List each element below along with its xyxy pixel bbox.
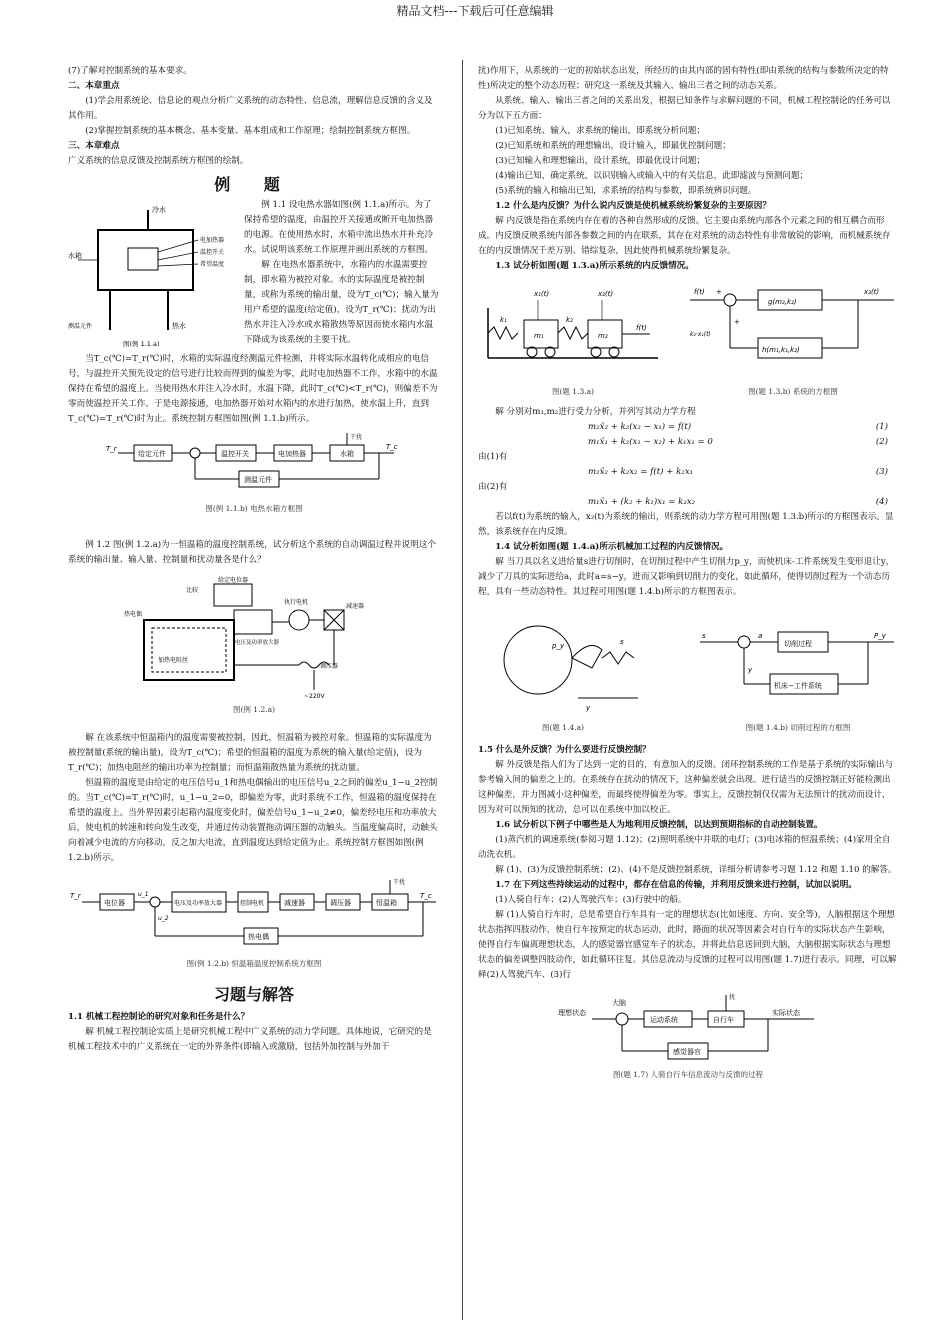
figure-1-4-a bbox=[478, 618, 648, 735]
figure-caption: 图(题 1.3.b) 系统的方框图 bbox=[748, 387, 838, 396]
disturbance-label: 干扰 bbox=[350, 434, 363, 441]
figure-1-3-a bbox=[478, 278, 668, 399]
figure-1-1-b-block-diagram bbox=[104, 429, 404, 499]
equation-number: (1) bbox=[875, 422, 888, 432]
m1-label: m₁ bbox=[534, 332, 544, 340]
label-sensor: 测温元件 bbox=[68, 323, 93, 330]
label-reducer: 减速器 bbox=[346, 603, 365, 610]
paragraph: 从系统、输入、输出三者之间的关系出发，根据已知条件与求解问题的不同，机械工程控制论的任务可以分为以下五方面： bbox=[478, 96, 891, 121]
plus-sign: + bbox=[734, 318, 740, 326]
section-heading: 二、本章重点 bbox=[68, 81, 120, 91]
block-tank: 水箱 bbox=[340, 450, 354, 458]
paragraph: 恒温箱的温度是由给定的电压信号u_1和热电偶输出的电压信号u_2之间的偏差u_1−u_2控制的。当T_c(℃)=T_r(℃)时，u_1−u_2=0，即偏差为零，此时系统不工作，恒温箱的温度保持在希望的温度上。当外界因素引起箱内温度变化时，偏差信号u_1−u_2≠0，偏差经电压和功率放大后，使电机的转速和转向发生改变，并通过传动装置拖动调压器的动触头。当温度偏高时，动触头向着减少电流的方向移动，反之加大电流，直到温度达到给定值为止。系统控制方框图如图(例 1.2.b)所示。 bbox=[68, 778, 438, 863]
y-label: y bbox=[748, 666, 753, 674]
k2-label: k₂ bbox=[566, 316, 573, 324]
block-cutting: 切削过程 bbox=[784, 640, 812, 648]
label-220v: ~220V bbox=[304, 693, 325, 700]
paragraph: (1)人骑自行车；(2)人驾驶汽车；(3)行驶中的船。 bbox=[495, 895, 687, 905]
equation-text: m₂ẍ₂ + k₂(x₂ − x₁) = f(t) bbox=[588, 422, 692, 432]
output-label: T_c bbox=[420, 892, 432, 900]
paragraph: (1)学会用系统论、信息论的观点分析广义系统的动态特性、信息流，理解信息反馈的含义及其作用。 bbox=[68, 96, 433, 121]
u1-label: u_1 bbox=[138, 891, 149, 898]
input-label: T_r bbox=[106, 445, 117, 453]
paragraph: 若以f(t)为系统的输入，x₂(t)为系统的输出，则系统的动力学方程可用图(题 1.3.b)所示的方框图表示。显然，该系统存在内反馈。 bbox=[478, 512, 894, 537]
equation-text: m₂ẍ₂ + k₂x₂ = f(t) + k₂x₁ bbox=[588, 467, 694, 477]
k1-label: k₁ bbox=[500, 316, 507, 324]
list-item: (3)已知输入和理想输出，设计系统，即最优设计问题； bbox=[495, 156, 706, 166]
input-label: T_r bbox=[70, 892, 81, 900]
label-hot-water: 热水 bbox=[172, 322, 186, 330]
plus-sign: + bbox=[716, 288, 722, 296]
s-label: s bbox=[620, 638, 624, 646]
block-sensor: 测温元件 bbox=[244, 476, 272, 484]
question: 1.3 试分析如图(题 1.3.a)所示系统的内反馈情况。 bbox=[495, 261, 694, 271]
output-label: x₂(t) bbox=[864, 288, 880, 296]
question: 1.1 机械工程控制论的研究对象和任务是什么？ bbox=[68, 1012, 250, 1022]
figure-caption: 图(例 1.1.a) bbox=[123, 340, 160, 348]
paragraph: 解 在电热水器系统中，水箱内的水温需要控制，即水箱为被控对象。水的实际温度是被控制量，或称为系统的输出量，设为T_c(℃)；输入量为用户希望的温度(给定值)，设为T_r(℃)；扰动为出热水并注入冷水或水箱散热等原因而使水箱内水温下降成为该系统的主要干扰。 bbox=[244, 260, 439, 345]
equation-number: (2) bbox=[875, 437, 888, 447]
force-label: f(t) bbox=[636, 324, 647, 332]
block-reducer: 减速器 bbox=[284, 899, 305, 907]
label-thermostat: 温控开关 bbox=[200, 249, 225, 256]
figure-1-2-a-oven-diagram bbox=[124, 570, 384, 700]
question: 1.5 什么是外反馈？为什么要进行反馈控制？ bbox=[478, 745, 651, 755]
block-potentiometer: 电位器 bbox=[104, 899, 125, 907]
label-tank: 水箱 bbox=[68, 252, 82, 260]
paragraph: 广义系统的信息反馈及控制系统方框图的绘制。 bbox=[68, 156, 249, 166]
block-sense-organ: 感觉器官 bbox=[673, 1048, 701, 1056]
question: 1.2 什么是内反馈？为什么说内反馈是使机械系统纷繁复杂的主要原因？ bbox=[495, 201, 771, 211]
example-1-1 bbox=[68, 198, 440, 352]
paragraph: (1)蒸汽机的调速系统(参阅习题 1.12)；(2)照明系统中并联的电灯；(3)电冰箱的恒温系统；(4)家用全自动洗衣机。 bbox=[478, 835, 891, 860]
equation-2 bbox=[478, 435, 898, 450]
label-amplifier: 电压及功率放大器 bbox=[235, 640, 280, 646]
block-thermostat: 温控开关 bbox=[221, 450, 249, 458]
block-g: g(m₂,k₂) bbox=[768, 298, 797, 306]
paragraph: (7)了解对控制系统的基本要求。 bbox=[68, 66, 192, 76]
label-motor: 执行电机 bbox=[284, 599, 309, 606]
disturbance-label: 干扰 bbox=[393, 879, 406, 886]
paragraph: 解 分别对m₁,m₂进行受力分析，并列写其动力学方程 bbox=[495, 407, 696, 417]
block-motor-system: 运动系统 bbox=[650, 1016, 678, 1024]
right-column bbox=[478, 64, 898, 1082]
figure-caption: 图(题 1.3.a) bbox=[551, 387, 595, 396]
input-label: f(t) bbox=[694, 288, 705, 296]
paragraph: 解 外反馈是指人们为了达到一定的目的，有意加入的反馈。闭环控制系统的工作是基于系统的实际输出与参考输入间的偏差之上的。在系统存在扰动的情况下，这种偏差就会出现。进行适当的反馈控制正好能检测出这种偏差，并力图减小这种偏差，而最终使得偏差为零。事实上，反馈控制仅仅需为无法预计的扰动而设计，因为对可以预知的扰动，总可以在系统中加以校正。 bbox=[478, 760, 894, 815]
figure-1-2-b-block-diagram bbox=[68, 874, 440, 954]
block-diagram-1-4-b bbox=[698, 618, 898, 714]
column-divider bbox=[462, 60, 463, 1320]
block-setpoint: 给定元件 bbox=[138, 450, 166, 458]
label-wish-temp: 希望温度 bbox=[200, 261, 225, 268]
list-item: (4)输出已知，确定系统，以识别输入或输入中的有关信息，此即滤波与预测问题； bbox=[495, 171, 809, 181]
disturbance-label: 扰 bbox=[729, 994, 736, 1001]
paragraph: 例 1.2 图(例 1.2.a)为一恒温箱的温度控制系统，试分析这个系统的自动调温过程并说明这个系统的输出量、输入量、控制量和扰动量各是什么？ bbox=[68, 540, 437, 565]
cutting-diagram bbox=[478, 618, 648, 714]
equation-3 bbox=[478, 465, 898, 480]
water-heater-diagram bbox=[68, 200, 238, 350]
block-thermocouple: 热电偶 bbox=[248, 933, 269, 941]
paragraph: 由(2)有 bbox=[478, 482, 508, 492]
paragraph: (2)掌握控制系统的基本概念、基本变量、基本组成和工作原理；绘制控制系统方框图。 bbox=[85, 126, 416, 136]
output-label: 实际状态 bbox=[772, 1009, 800, 1017]
paragraph: 例 1.1 设电热水器如图(例 1.1.a)所示。为了保持希望的温度，由温控开关接通或断开电加热器的电源。在使用热水时，水箱中流出热水并补充冷水。试说明该系统工作原理并画出系统的方框图。 bbox=[244, 200, 434, 255]
label-heater: 电加热器 bbox=[200, 237, 225, 244]
y-label: y bbox=[586, 704, 591, 712]
block-bicycle: 自行车 bbox=[713, 1016, 734, 1024]
figure-1-3-b bbox=[688, 278, 898, 399]
label-thermocouple: 热电偶 bbox=[124, 611, 143, 618]
paragraph: 解 当刀具以名义进给量s进行切削时，在切削过程中产生切削力p_y，而使机床-工件系统发生变形退让y，减少了刀具的实际进给a，此时a=s−y，进而又影响到切削力的变化，如此循环，使得切削过程为一个动态历程，具有一些动态特性。其过程可用图(题 1.4.b)所示的方框图表示。 bbox=[478, 557, 895, 597]
section-title: 习题与解答 bbox=[213, 985, 294, 1004]
section-title: 例 题 bbox=[214, 175, 294, 194]
figure-1-4-b bbox=[698, 618, 898, 735]
paragraph: 由(1)有 bbox=[478, 452, 508, 462]
m2-label: m₂ bbox=[598, 332, 608, 340]
py-label: P_y bbox=[874, 632, 886, 640]
figure-caption: 图(例 1.1.b) 电热水箱方框图 bbox=[205, 504, 303, 513]
figure-1-3-row bbox=[478, 278, 898, 399]
left-column bbox=[68, 64, 440, 1055]
paragraph: 解 内反馈是指在系统内存在着的各种自然形成的反馈。它主要由系统内部各个元素之间的相互耦合而形成。内反馈反映系统内部各参数之间的内在联系，其存在对系统的动态特性有非常敏锐的影响，而机械系统存在的内反馈情况千差万别、错综复杂，因此使得机械系统纷繁复杂。 bbox=[478, 216, 891, 256]
a-label: a bbox=[758, 632, 763, 640]
figure-caption: 图(例 1.2.b) 恒温箱温度控制系统方框图 bbox=[186, 959, 322, 968]
output-label: T_c bbox=[386, 443, 398, 451]
block-heater: 电加热器 bbox=[278, 450, 306, 458]
list-item: (1)已知系统、输入，求系统的输出，即系统分析问题； bbox=[495, 126, 706, 136]
paragraph: 扰)作用下，从系统的一定的初始状态出发，所经历的由其内部的固有特性(即由系统的结构与参数所决定的特性)所决定的整个动态历程；研究这一系统及其输入、输出三者之间的动态关系。 bbox=[478, 66, 889, 91]
label-cold-water: 冷水 bbox=[152, 206, 166, 214]
paragraph: 解 机械工程控制论实质上是研究机械工程中广义系统的动力学问题。具体地说，它研究的是机械工程技术中的广义系统在一定的外界条件(即输入或激励，包括外加控制与外加干 bbox=[68, 1027, 432, 1052]
paragraph: 解 (1)、(3)为反馈控制系统；(2)、(4)不是反馈控制系统，详细分析请参考习题 1.12 和题 1.10 的解答。 bbox=[495, 865, 897, 875]
equation-number: (4) bbox=[875, 497, 888, 507]
figure-caption: 图(题 1.4.a) bbox=[541, 723, 585, 732]
input-label: s bbox=[702, 632, 706, 640]
figure-caption: 图(例 1.2.a) bbox=[232, 705, 276, 714]
block-diagram-1-3-b bbox=[688, 278, 898, 378]
list-item: (5)系统的输入和输出已知，求系统的结构与参数，即系统辨识问题。 bbox=[495, 186, 757, 196]
figure-1-7-block-diagram bbox=[558, 989, 818, 1065]
block-amplifier: 电压及功率放大器 bbox=[174, 900, 223, 907]
block-h: h(m₁,k₁,k₂) bbox=[762, 346, 800, 354]
paragraph: 解 (1)人骑自行车时，总是希望自行车具有一定的理想状态(比如速度、方向、安全等)，人脑根据这个理想状态指挥四肢动作，使自行车按预定的状态运动，此时，路面的状况等因素会对自行车的实际状态产生影响，使得自行车偏离理想状态，人的感觉器官感觉车子的状态，并将此信息送回到大脑，大脑根据实际状态与理想状态的偏差调整四肢动作，如此循环往复。其信息流动与反馈的过程可以用图(题 1.7)进行表示。同理，可以解释(2)人驾驶汽车、(3)行 bbox=[478, 910, 897, 980]
block-regulator: 调压器 bbox=[330, 899, 351, 907]
block-machine: 机床−工件系统 bbox=[774, 682, 822, 690]
equation-text: m₁ẍ₁ + k₂(x₁ − x₂) + k₁x₁ = 0 bbox=[588, 437, 713, 447]
figure-caption: 图(题 1.4.b) 切削过程的方框图 bbox=[745, 723, 851, 732]
x2-label: x₂(t) bbox=[598, 290, 614, 298]
label-compare: 比较 bbox=[186, 587, 199, 594]
question: 1.6 试分析以下例子中哪些是人为地利用反馈控制，以达到预期指标的自动控制装置。 bbox=[495, 820, 823, 830]
equation-4 bbox=[478, 495, 898, 510]
figure-caption: 图(题 1.7) 人骑自行车信息流动与反馈的过程 bbox=[612, 1070, 764, 1079]
input-label: 理想状态 bbox=[558, 1009, 586, 1017]
mass-spring-diagram bbox=[478, 278, 668, 378]
equation-text: m₁ẍ₁ + (k₂ + k₁)x₁ = k₂x₂ bbox=[588, 497, 696, 507]
feedback-label: k₂·x₁(t) bbox=[690, 331, 711, 338]
figure-1-4-row bbox=[478, 618, 898, 735]
block-control-motor: 控制电机 bbox=[240, 900, 265, 907]
equation-number: (3) bbox=[875, 467, 888, 477]
label-voltage-regulator: 调压器 bbox=[320, 663, 339, 670]
page-header: 精品文档---下载后可任意编辑 bbox=[396, 4, 554, 18]
py-label: p_y bbox=[552, 642, 565, 650]
section-heading: 三、本章难点 bbox=[68, 141, 120, 151]
label-potentiometer: 给定电位器 bbox=[218, 577, 249, 584]
list-item: (2)已知系统和系统的理想输出，设计输入，即最优控制问题； bbox=[495, 141, 731, 151]
figure-1-1-a bbox=[68, 198, 238, 352]
question: 1.4 试分析如图(题 1.4.a)所示机械加工过程的内反馈情况。 bbox=[495, 542, 729, 552]
x1-label: x₁(t) bbox=[534, 290, 550, 298]
u2-label: u_2 bbox=[158, 915, 169, 922]
question: 1.7 在下列这些持续运动的过程中，都存在信息的传输，并利用反馈来进行控制，试加以说明。 bbox=[495, 880, 857, 890]
paragraph: 当T_c(℃)=T_r(℃)时，水箱的实际温度经测温元件检测，并将实际水温转化成相应的电信号，与温控开关预先设定的信号进行比较而得到的偏差为零，此时电加热器不工作，水箱中的水温保持在希望的温度上。当使用热水并注入冷水时，水温下降，此时T_c(℃)<T_r(℃)，则偏差不为零而使温控开关工作。于是电源接通，电加热器开始对水箱内的水进行加热，使水温上升，直到T_c(℃)=T_r(℃)时为止。系统控制方框图如图(例 1.1.b)所示。 bbox=[68, 354, 438, 424]
equation-1 bbox=[478, 420, 898, 435]
paragraph: 解 在该系统中恒温箱内的温度需要被控制，因此，恒温箱为被控对象。恒温箱的实际温度为被控制量(系统的输出量)，设为T_c(℃)；希望的恒温箱的温度为系统的输入量(给定值)，设为T_r(℃)；加热电阻丝的输出功率为控制量；而恒温箱散热量为系统的扰动量。 bbox=[68, 733, 432, 773]
brain-label: 大脑 bbox=[612, 999, 626, 1007]
block-oven: 恒温箱 bbox=[376, 899, 397, 907]
label-heating-wire: 加热电阻丝 bbox=[158, 657, 189, 664]
